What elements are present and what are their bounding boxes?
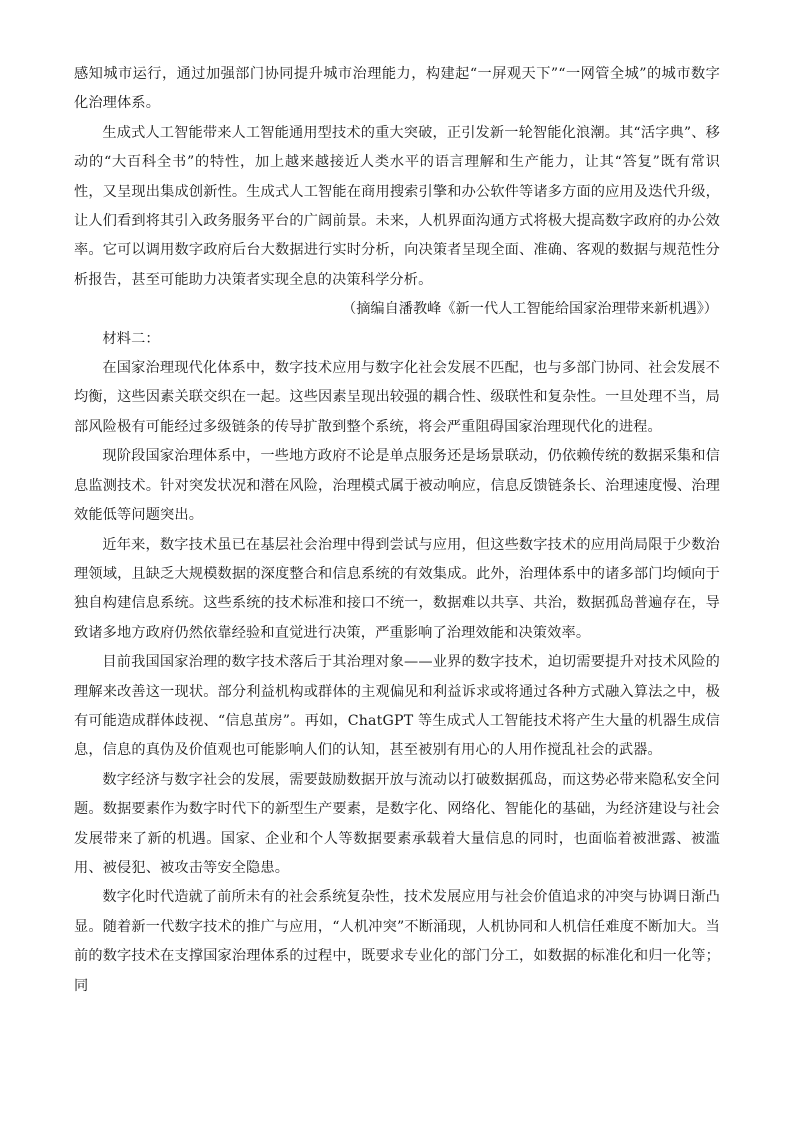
paragraph: 现阶段国家治理体系中，一些地方政府不论是单点服务还是场景联动，仍依赖传统的数据采集和信息监测技术。针对突发状况和潜在风险，治理模式属于被动响应，信息反馈链条长、治理速度慢、治理效能低等问题突出。 [74, 448, 720, 524]
paragraph: 数字经济与数字社会的发展，需要鼓励数据开放与流动以打破数据孤岛，而这势必带来隐私安全问题。数据要素作为数字时代下的新型生产要素，是数字化、网络化、智能化的基础，为经济建设与社会发展带来了新的机遇。国家、企业和个人等数据要素承载着大量信息的同时，也面临着被泄露、被滥用、被侵犯、被攻击等安全隐患。 [74, 771, 720, 876]
paragraph: 在国家治理现代化体系中，数字技术应用与数字化社会发展不匹配，也与多部门协同、社会发展不均衡，这些因素关联交织在一起。这些因素呈现出较强的耦合性、级联性和复杂性。一旦处理不当，局部风险极有可能经过多级链条的传导扩散到整个系统，将会严重阻碍国家治理现代化的进程。 [74, 360, 720, 435]
paragraph: 感知城市运行，通过加强部门协同提升城市治理能力，构建起“一屏观天下”“一网管全城”的城市数字化治理体系。 [74, 66, 720, 112]
paragraph: 生成式人工智能带来人工智能通用型技术的重大突破，正引发新一轮智能化浪潮。其“活字典”、移动的“大百科全书”的特性，加上越来越接近人类水平的语言理解和生产能力，让其“答复”既有常识性，又呈现出集成创新性。生成式人工智能在商用搜索引擎和办公软件等诸多方面的应用及迭代升级，让人们看到将其引入政务服务平台的广阔前景。未来，人机界面沟通方式将极大提高数字政府的办公效率。它可以调用数字政府后台大数据进行实时分析，向决策者呈现全面、准确、客观的数据与规范性分析报告，甚至可能助力决策者实现全息的决策科学分析。 [74, 124, 720, 288]
paragraph: 目前我国国家治理的数字技术落后于其治理对象——业界的数字技术，迫切需要提升对技术风险的理解来改善这一现状。部分利益机构或群体的主观偏见和利益诉求或将通过各种方式融入算法之中，极有可能造成群体歧视、“信息茧房”。再如，ChatGPT 等生成式人工智能技术将产生大量的机器生成信息，信息的真伪及价值观也可能影响人们的认知，甚至被别有用心的人用作搅乱社会的武器。 [74, 654, 720, 759]
paragraph: 近年来，数字技术虽已在基层社会治理中得到尝试与应用，但这些数字技术的应用尚局限于少数治理领域，且缺乏大规模数据的深度整合和信息系统的有效集成。此外，治理体系中的诸多部门均倾向于独自构建信息系统。这些系统的技术标准和接口不统一，数据难以共享、共治，数据孤岛普遍存在，导致诸多地方政府仍然依靠经验和直觉进行决策，严重影响了治理效能和决策效率。 [74, 536, 720, 641]
citation-source: （摘编自潘教峰《新一代人工智能给国家治理带来新机遇》） [342, 301, 718, 318]
paragraph: 数字化时代造就了前所未有的社会系统复杂性，技术发展应用与社会价值追求的冲突与协调日渐凸显。随着新一代数字技术的推广与应用，“人机冲突”不断涌现，人机协同和人机信任难度不断加大。当前的数字技术在支撑国家治理体系的过程中，既要求专业化的部门分工，如数据的标准化和归一化等；同 [74, 889, 720, 994]
material-label: 材料二： [102, 330, 160, 347]
